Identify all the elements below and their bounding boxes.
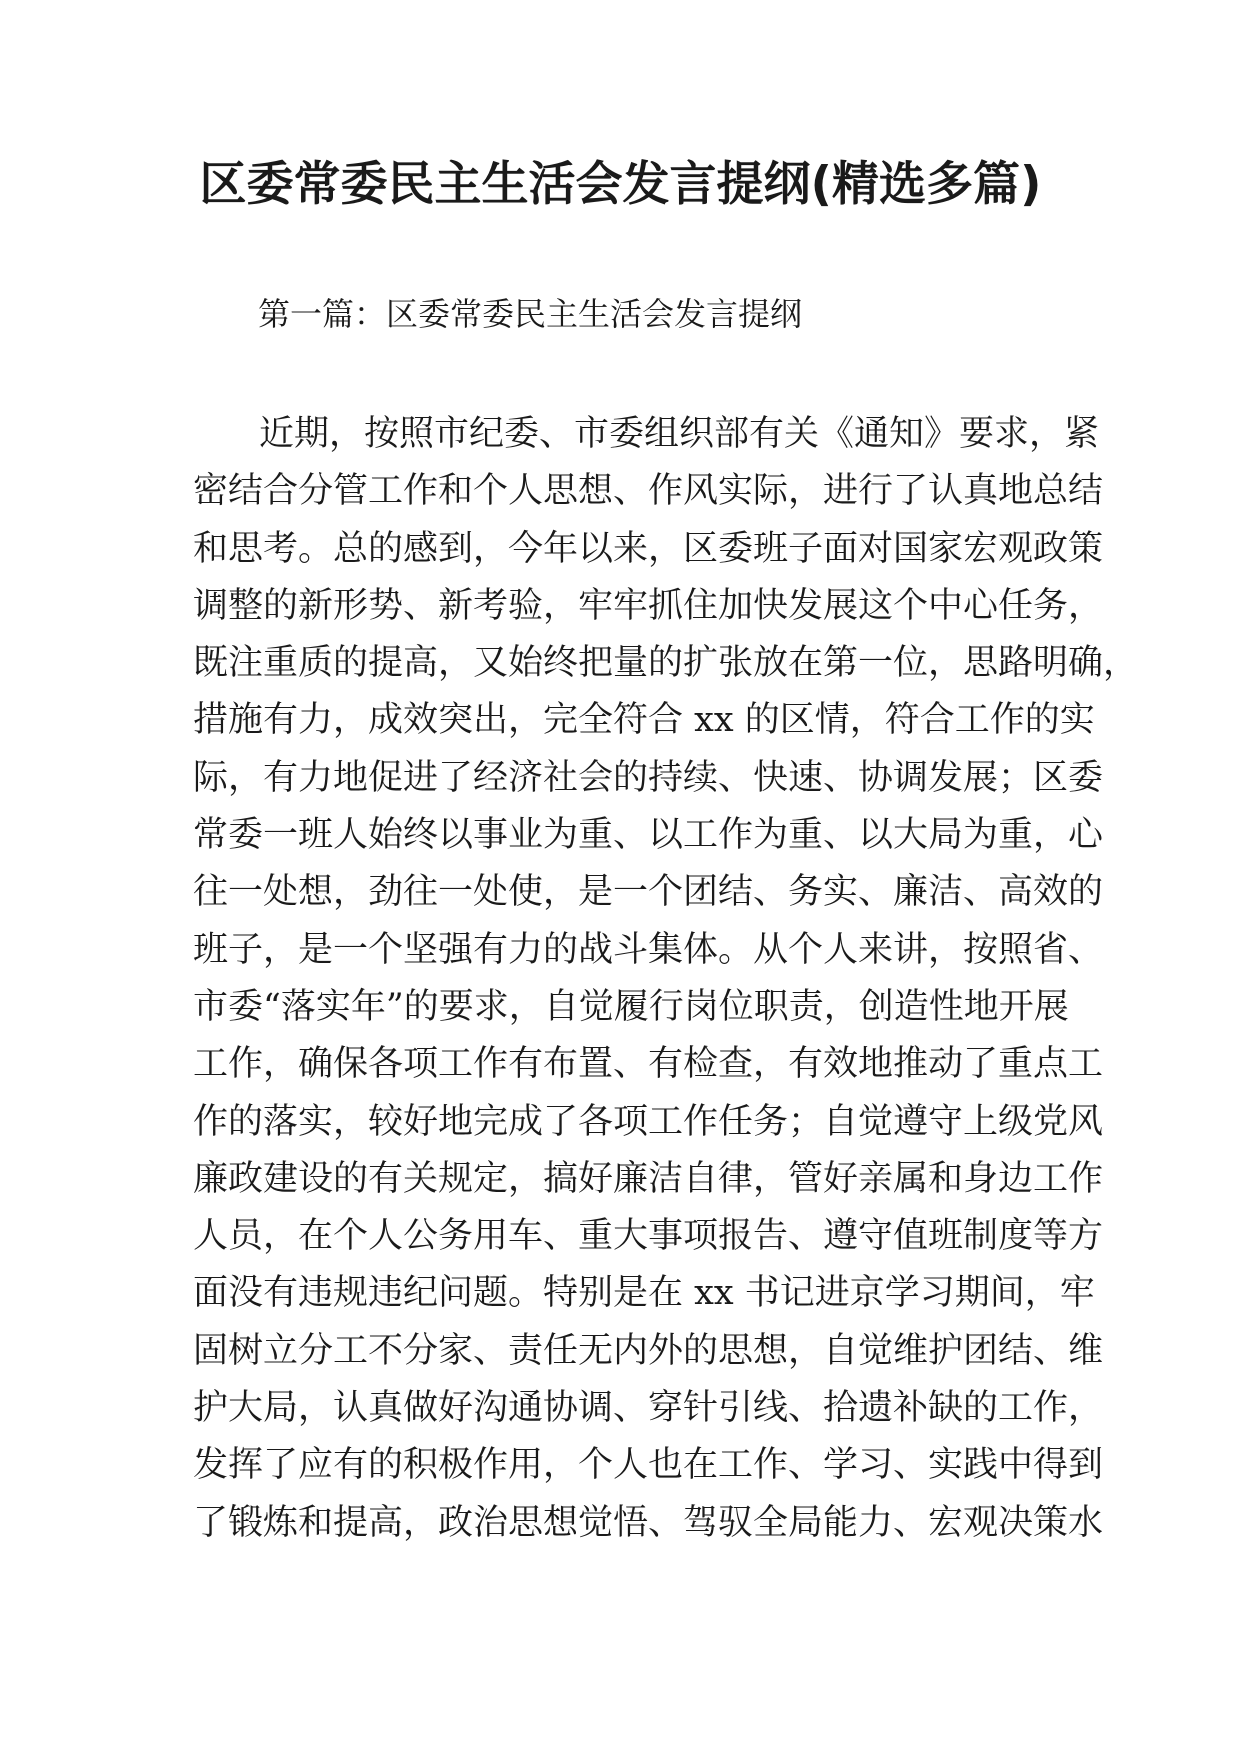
paragraph-line: 常委一班人始终以事业为重、以工作为重、以大局为重，心 [193, 815, 1104, 856]
paragraph-line: 调整的新形势、新考验，牢牢抓住加快发展这个中心任务， [193, 585, 1104, 626]
paragraph-line: 近期，按照市纪委、市委组织部有关《通知》要求，紧 [259, 414, 1100, 454]
paragraph-line: 际，有力地促进了经济社会的持续、快速、协调发展；区委 [193, 757, 1104, 798]
paragraph-line: 作的落实，较好地完成了各项工作任务；自觉遵守上级党风 [193, 1101, 1104, 1142]
paragraph-line: 了锻炼和提高，政治思想觉悟、驾驭全局能力、宏观决策水 [193, 1502, 1104, 1543]
paragraph-line: 往一处想，劲往一处使，是一个团结、务实、廉洁、高效的 [193, 872, 1104, 913]
paragraph-line: 密结合分管工作和个人思想、作风实际，进行了认真地总结 [193, 471, 1104, 512]
paragraph-line: 措施有力，成效突出，完全符合 xx 的区情，符合工作的实 [193, 700, 1095, 741]
paragraph-line: 人员，在个人公务用车、重大事项报告、遵守值班制度等方 [193, 1216, 1104, 1257]
paragraph-line: 发挥了应有的积极作用，个人也在工作、学习、实践中得到 [193, 1445, 1104, 1486]
paragraph-line: 市委“落实年”的要求，自觉履行岗位职责，创造性地开展 [193, 986, 1069, 1027]
section-heading: 第一篇：区委常委民主生活会发言提纲 [258, 295, 803, 333]
body-paragraph [193, 406, 1139, 1552]
paragraph-line: 班子，是一个坚强有力的战斗集体。从个人来讲，按照省、 [193, 929, 1104, 970]
page-title: 区委常委民主生活会发言提纲(精选多篇) [199, 157, 1042, 212]
paragraph-line: 面没有违规违纪问题。特别是在 xx 书记进京学习期间，牢 [193, 1273, 1095, 1314]
paragraph-line: 既注重质的提高，又始终把量的扩张放在第一位，思路明确， [193, 643, 1139, 684]
paragraph-line: 和思考。总的感到，今年以来，区委班子面对国家宏观政策 [193, 528, 1104, 569]
paragraph-line: 廉政建设的有关规定，搞好廉洁自律，管好亲属和身边工作 [193, 1158, 1104, 1199]
paragraph-line: 固树立分工不分家、责任无内外的思想，自觉维护团结、维 [193, 1330, 1104, 1371]
paragraph-line: 工作，确保各项工作有布置、有检查，有效地推动了重点工 [193, 1044, 1104, 1085]
paragraph-line: 护大局，认真做好沟通协调、穿针引线、拾遗补缺的工作， [193, 1388, 1104, 1429]
